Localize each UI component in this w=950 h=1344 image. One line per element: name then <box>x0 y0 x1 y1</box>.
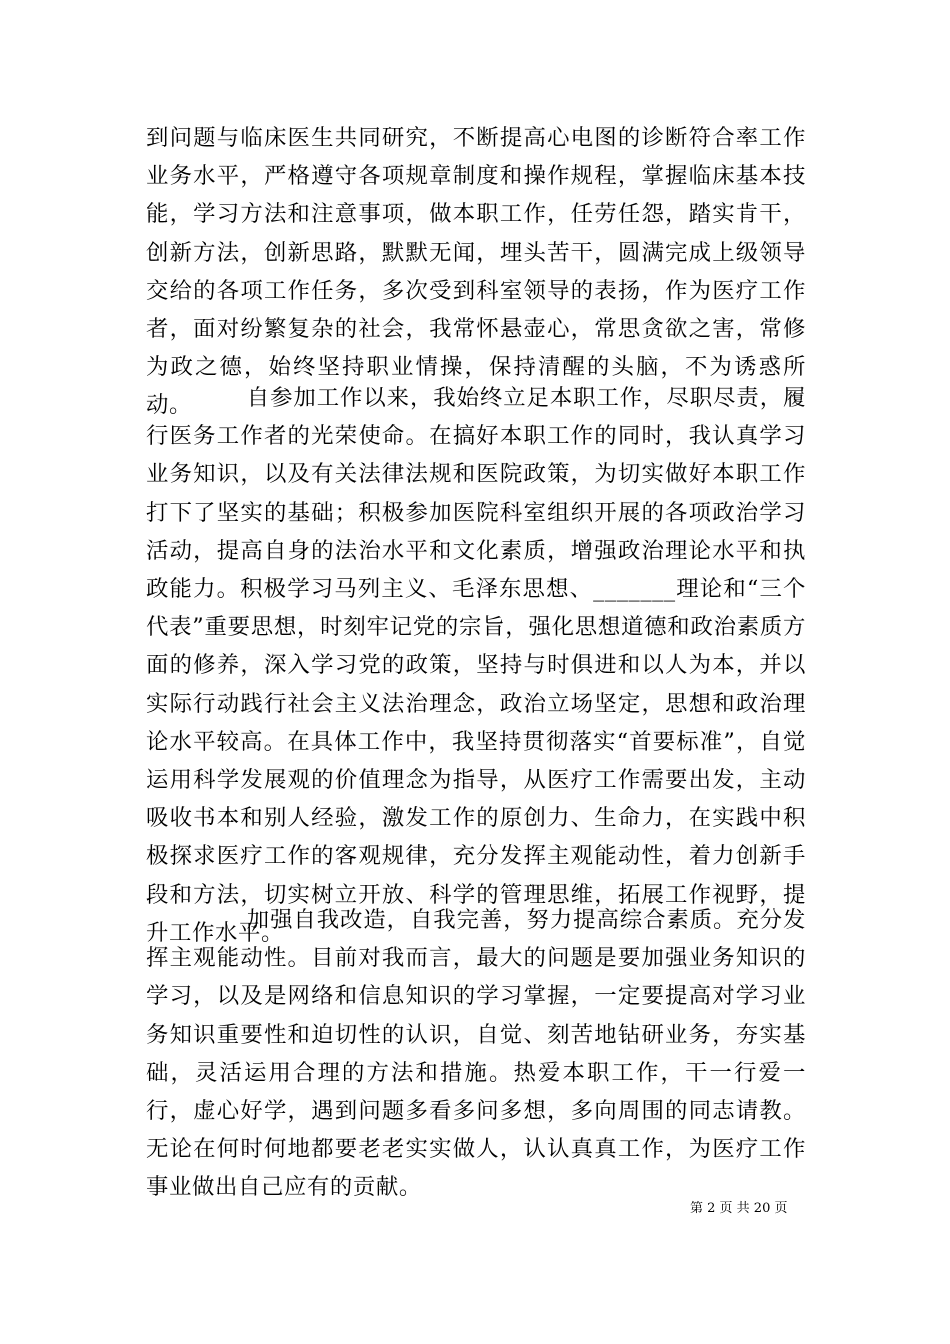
paragraph-self-improvement: 加强自我改造，自我完善，努力提高综合素质。充分发挥主观能动性。目前对我而言，最大的问题是要加强业务知识的学习，以及是网络和信息知识的学习掌握，一定要提高对学习业务知识重要性和迫切性的认识，自觉、刻苦地钻研业务，夯实基础，灵活运用合理的方法和措施。热爱本职工作，干一行爱一行，虚心好学，遇到问题多看多问多想，多向周围的同志请教。无论在何时何地都要老老实实做人，认认真真工作，为医疗工作事业做出自己应有的贡献。 <box>146 907 806 1201</box>
page-number-footer: 第 2 页 共 20 页 <box>690 1201 788 1216</box>
paragraph-continuation: 到问题与临床医生共同研究，不断提高心电图的诊断符合率工作业务水平，严格遵守各项规章制度和操作规程，掌握临床基本技能，学习方法和注意事项，做本职工作，任劳任怨，踏实肯干，创新方法，创新思路，默默无闻，埋头苦干，圆满完成上级领导交给的各项工作任务，多次受到科室领导的表扬，作为医疗工作者，面对纷繁复杂的社会，我常怀悬壶心，常思贪欲之害，常修为政之德，始终坚持职业情操，保持清醒的头脑，不为诱惑所动。 <box>146 125 806 419</box>
paragraph-work-attitude: 自参加工作以来，我始终立足本职工作，尽职尽责，履行医务工作者的光荣使命。在搞好本职工作的同时，我认真学习业务知识，以及有关法律法规和医院政策，为切实做好本职工作打下了坚实的基础；积极参加医院科室组织开展的各项政治学习活动，提高自身的法治水平和文化素质，增强政治理论水平和执政能力。积极学习马列主义、毛泽东思想、_______理论和“三个代表”重要思想，时刻牢记党的宗旨，强化思想道德和政治素质方面的修养，深入学习党的政策，坚持与时俱进和以人为本，并以实际行动践行社会主义法治理念，政治立场坚定，思想和政治理论水平较高。在具体工作中，我坚持贯彻落实“首要标准”，自觉运用科学发展观的价值理念为指导，从医疗工作需要出发，主动吸收书本和别人经验，激发工作的原创力、生命力，在实践中积极探求医疗工作的客观规律，充分发挥主观能动性，着力创新手段和方法，切实树立开放、科学的管理思维，拓展工作视野，提升工作水平。 <box>146 385 806 946</box>
